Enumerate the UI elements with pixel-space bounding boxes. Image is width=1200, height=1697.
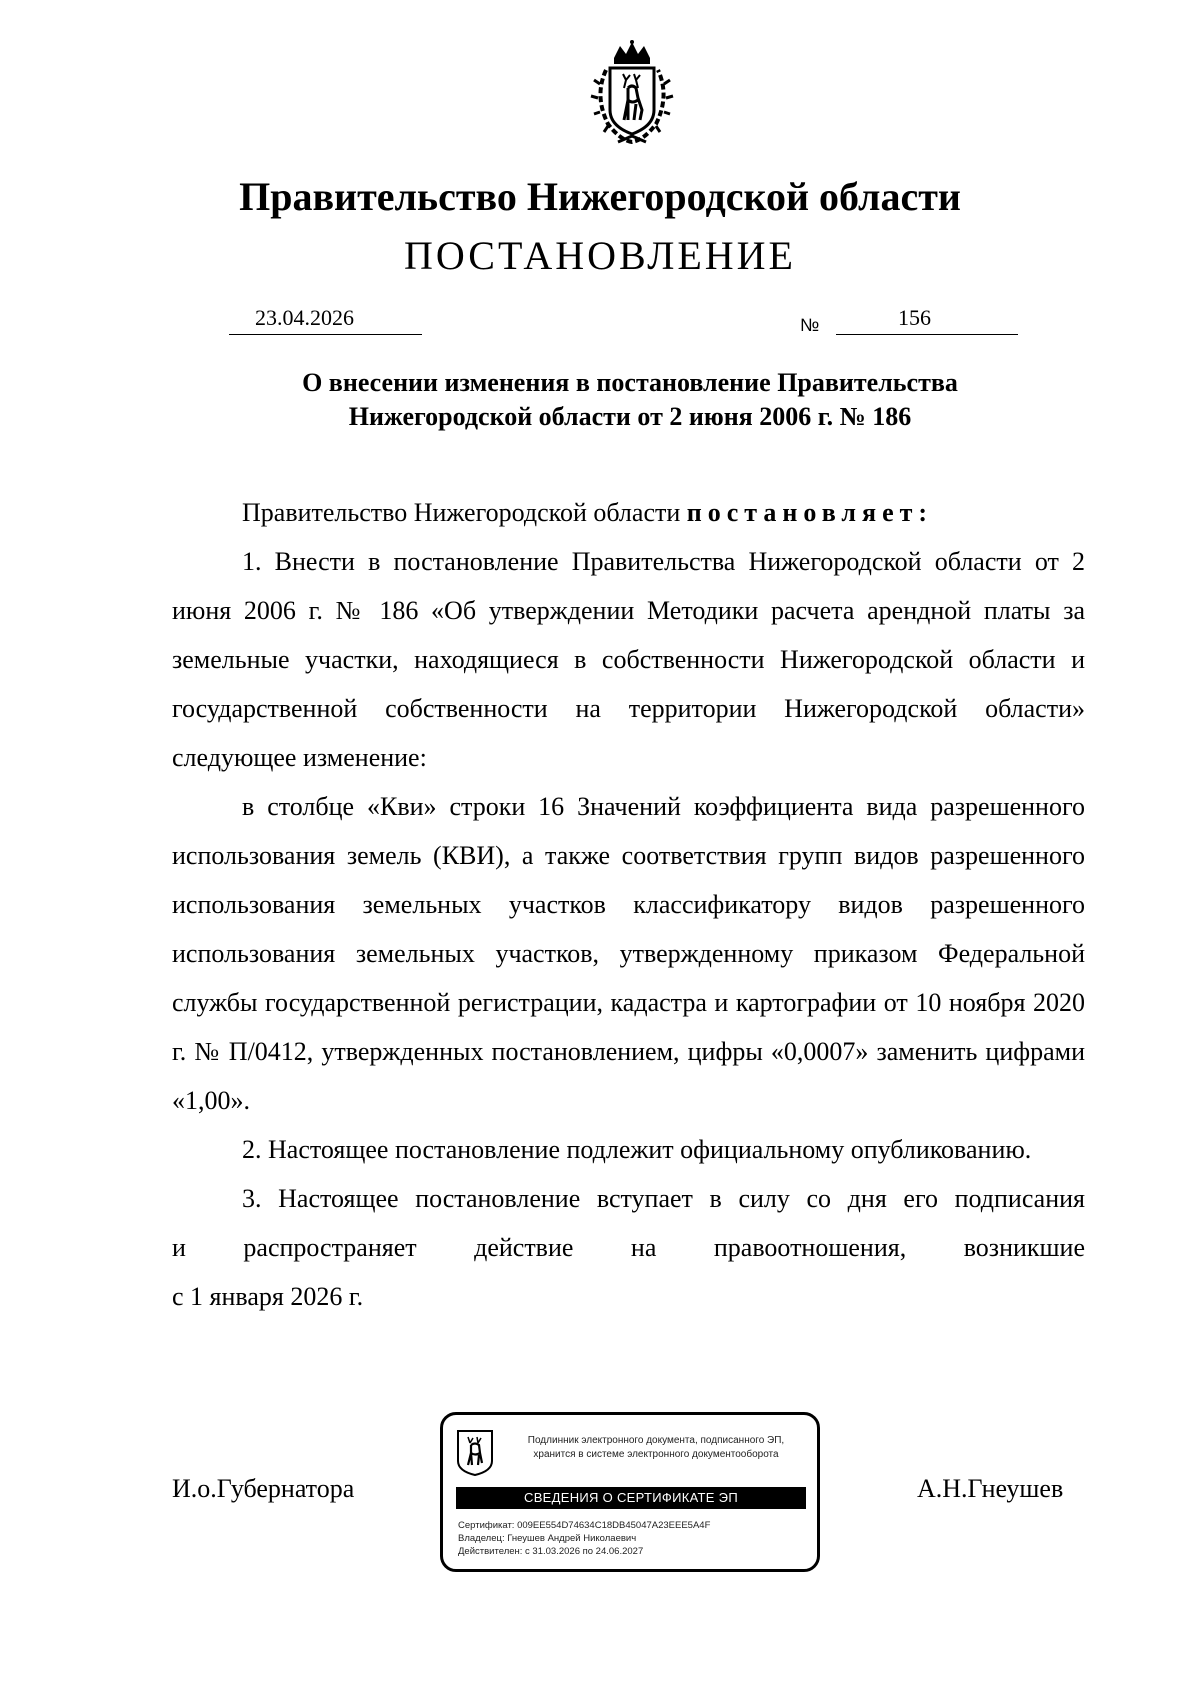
number-sign: № [800, 315, 820, 335]
certificate-header: СВЕДЕНИЯ О СЕРТИФИКАТЕ ЭП [456, 1487, 806, 1509]
subject-line-1: О внесении изменения в постановление Правительства [302, 368, 958, 397]
intro-decree-word: постановляет: [686, 498, 934, 527]
certificate-info [458, 1519, 710, 1558]
certificate-validity: Действителен: с 31.03.2026 по 24.06.2027 [458, 1546, 644, 1557]
date-field [229, 304, 422, 335]
subject-line-2: Нижегородской области от 2 июня 2006 г. № 186 [348, 402, 912, 431]
certificate-owner: Владелец: Гнеушев Андрей Николаевич [458, 1533, 637, 1544]
number-field [836, 304, 1018, 335]
document-date: 23.04.2026 [255, 305, 354, 330]
deer-emblem-icon [456, 1429, 494, 1477]
electronic-signature-stamp [440, 1412, 820, 1572]
signatory-name: А.Н.Гнеушев [917, 1474, 1064, 1503]
paragraph-3-line-1: 3. Настоящее постановление вступает в силу со дня его подписания [242, 1184, 1085, 1213]
stamp-note [501, 1434, 811, 1462]
paragraph-3-line-2: и распространяет действие на правоотношения, возникшие [172, 1233, 1085, 1262]
coat-of-arms-icon [578, 40, 686, 148]
stamp-note-line-1: Подлинник электронного документа, подписанного ЭП, [527, 1435, 785, 1446]
intro-paragraph [172, 488, 1085, 537]
document-body [172, 488, 1085, 1321]
certificate-serial: Сертификат: 009EE554D74634C18DB45047A23EEE5A4F [458, 1520, 711, 1531]
signatory-position: И.о.Губернатора [172, 1474, 355, 1503]
document-subject [150, 366, 1110, 434]
paragraph-2: 2. Настоящее постановление подлежит официальному опубликованию. [242, 1135, 1032, 1164]
stamp-note-line-2: хранится в системе электронного документооборота [533, 1449, 779, 1460]
document-type: ПОСТАНОВЛЕНИЕ [404, 233, 796, 278]
paragraph-1: 1. Внести в постановление Правительства Нижегородской области от 2 июня 2006 г. № 186 «Об утверждении Методики расчета арендной платы за земельные участки, находящиеся в собственности Нижегородской области и государственной собственности на территории Нижегородской области» следующее изменение: [172, 547, 1085, 772]
intro-lead: Правительство Нижегородской области [242, 498, 681, 527]
document-number: 156 [898, 305, 931, 330]
government-title: Правительство Нижегородской области [239, 174, 961, 219]
paragraph-3-line-3: с 1 января 2026 г. [172, 1282, 364, 1311]
paragraph-amendment: в столбце «Кви» строки 16 Значений коэффициента вида разрешенного использования земель (КВИ), а также соответствия групп видов разрешенного использования земельных участков классификатору видов разрешенного использования земельных участков, утвержденному приказом Федеральной службы государственной регистрации, кадастра и картографии от 10 ноября 2020 г. № П/0412, утвержденных постановлением, цифры «0,0007» заменить цифрами «1,00». [172, 792, 1085, 1115]
